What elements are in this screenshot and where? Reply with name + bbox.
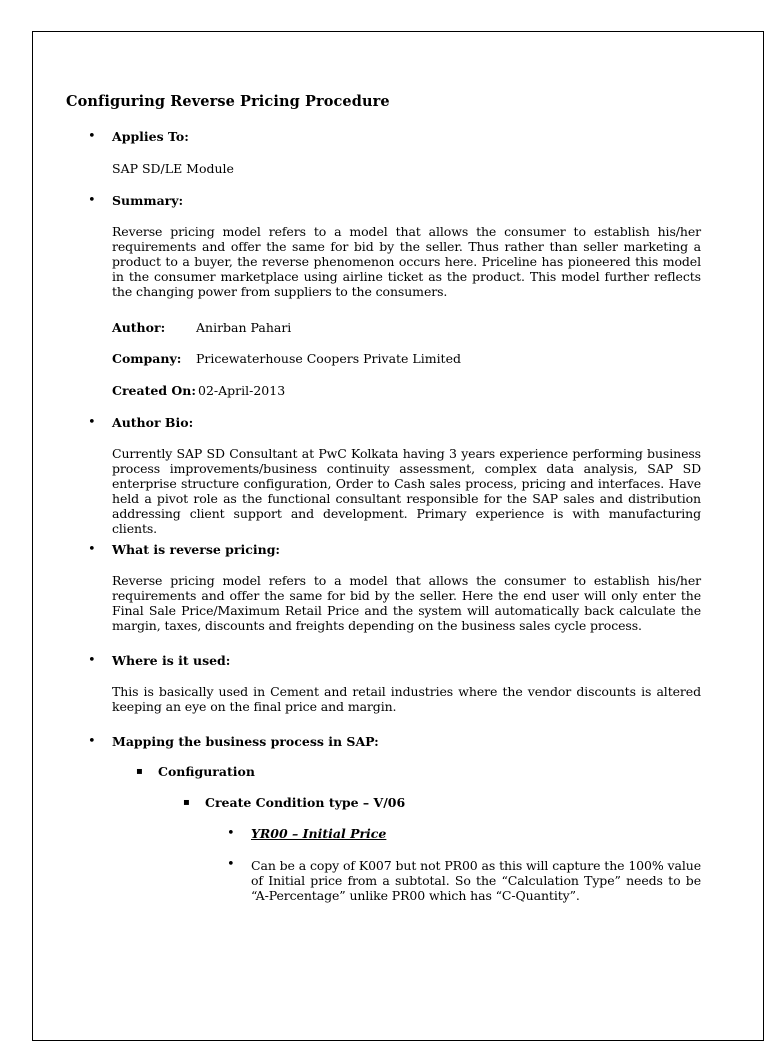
author-bio-heading: Author Bio: xyxy=(112,415,194,430)
where-used-text: This is basically used in Cement and retail industries where the vendor discounts is altered keeping an eye on the final price and margin. xyxy=(112,684,701,714)
author-label: Author: xyxy=(112,320,166,335)
section-author-bio xyxy=(88,415,194,432)
where-used-heading: Where is it used: xyxy=(112,653,231,668)
created-field xyxy=(112,383,286,398)
section-mapping xyxy=(88,734,379,751)
configuration-label: Configuration xyxy=(158,764,255,779)
section-applies-to xyxy=(88,129,189,146)
section-what-is xyxy=(88,542,281,559)
what-is-heading: What is reverse pricing: xyxy=(112,542,281,557)
bullet-icon: • xyxy=(227,826,235,841)
company-value: Pricewaterhouse Coopers Private Limited xyxy=(196,351,461,366)
create-condition-label: Create Condition type – V/06 xyxy=(205,795,406,810)
section-summary xyxy=(88,193,184,210)
mapping-heading: Mapping the business process in SAP: xyxy=(112,734,379,749)
create-condition-item xyxy=(183,795,406,812)
condition-text: Can be a copy of K007 but not PR00 as this will capture the 100% value of Initial price from a subtotal. So the “Calculation Type” needs to be “A-Percentage” unlike PR00 which has “C-Quantity”. xyxy=(251,858,701,903)
bullet-icon: • xyxy=(88,129,96,144)
configuration-item xyxy=(136,764,255,781)
created-label: Created On: xyxy=(112,383,196,398)
author-bio-text: Currently SAP SD Consultant at PwC Kolkata having 3 years experience performing business process improvements/business continuity assessment, complex data analysis, SAP SD enterprise structure configuration, Order to Cash sales process, pricing and interfaces. Have held a pivot role as the functional consultant responsible for the SAP sales and distribution addressing client support and development. Primary experience is with manufacturing clients. xyxy=(112,446,701,536)
author-value: Anirban Pahari xyxy=(196,320,292,335)
what-is-text: Reverse pricing model refers to a model that allows the consumer to establish his/her requirements and offer the same for bid by the seller. Here the end user will only enter the Final Sale Price/Maximum Retail Price and the system will automatically back calculate the margin, taxes, discounts and freights depending on the business sales cycle process. xyxy=(112,573,701,633)
summary-text: Reverse pricing model refers to a model that allows the consumer to establish his/her requirements and offer the same for bid by the seller. Thus rather than seller marketing a product to a buyer, the reverse phenomenon occurs here. Priceline has pioneered this model in the consumer marketplace using airline ticket as the product. This model further reflects the changing power from suppliers to the consumers. xyxy=(112,224,701,299)
square-bullet-icon: ▪ xyxy=(183,797,190,808)
bullet-icon: • xyxy=(88,734,96,749)
company-field xyxy=(112,351,461,366)
condition-name: YR00 – Initial Price xyxy=(251,826,387,841)
square-bullet-icon: ▪ xyxy=(136,766,143,777)
applies-to-heading: Applies To: xyxy=(112,129,189,144)
applies-to-text: SAP SD/LE Module xyxy=(112,161,234,176)
bullet-icon: • xyxy=(88,193,96,208)
document-title: Configuring Reverse Pricing Procedure xyxy=(66,93,390,110)
created-value: 02-April-2013 xyxy=(198,383,286,398)
summary-heading: Summary: xyxy=(112,193,184,208)
section-where-used xyxy=(88,653,231,670)
bullet-icon: • xyxy=(88,653,96,668)
bullet-icon: • xyxy=(88,542,96,557)
condition-name-item xyxy=(227,826,387,843)
bullet-icon: • xyxy=(227,857,235,872)
company-label: Company: xyxy=(112,351,182,366)
author-field xyxy=(112,320,292,335)
bullet-icon: • xyxy=(88,415,96,430)
